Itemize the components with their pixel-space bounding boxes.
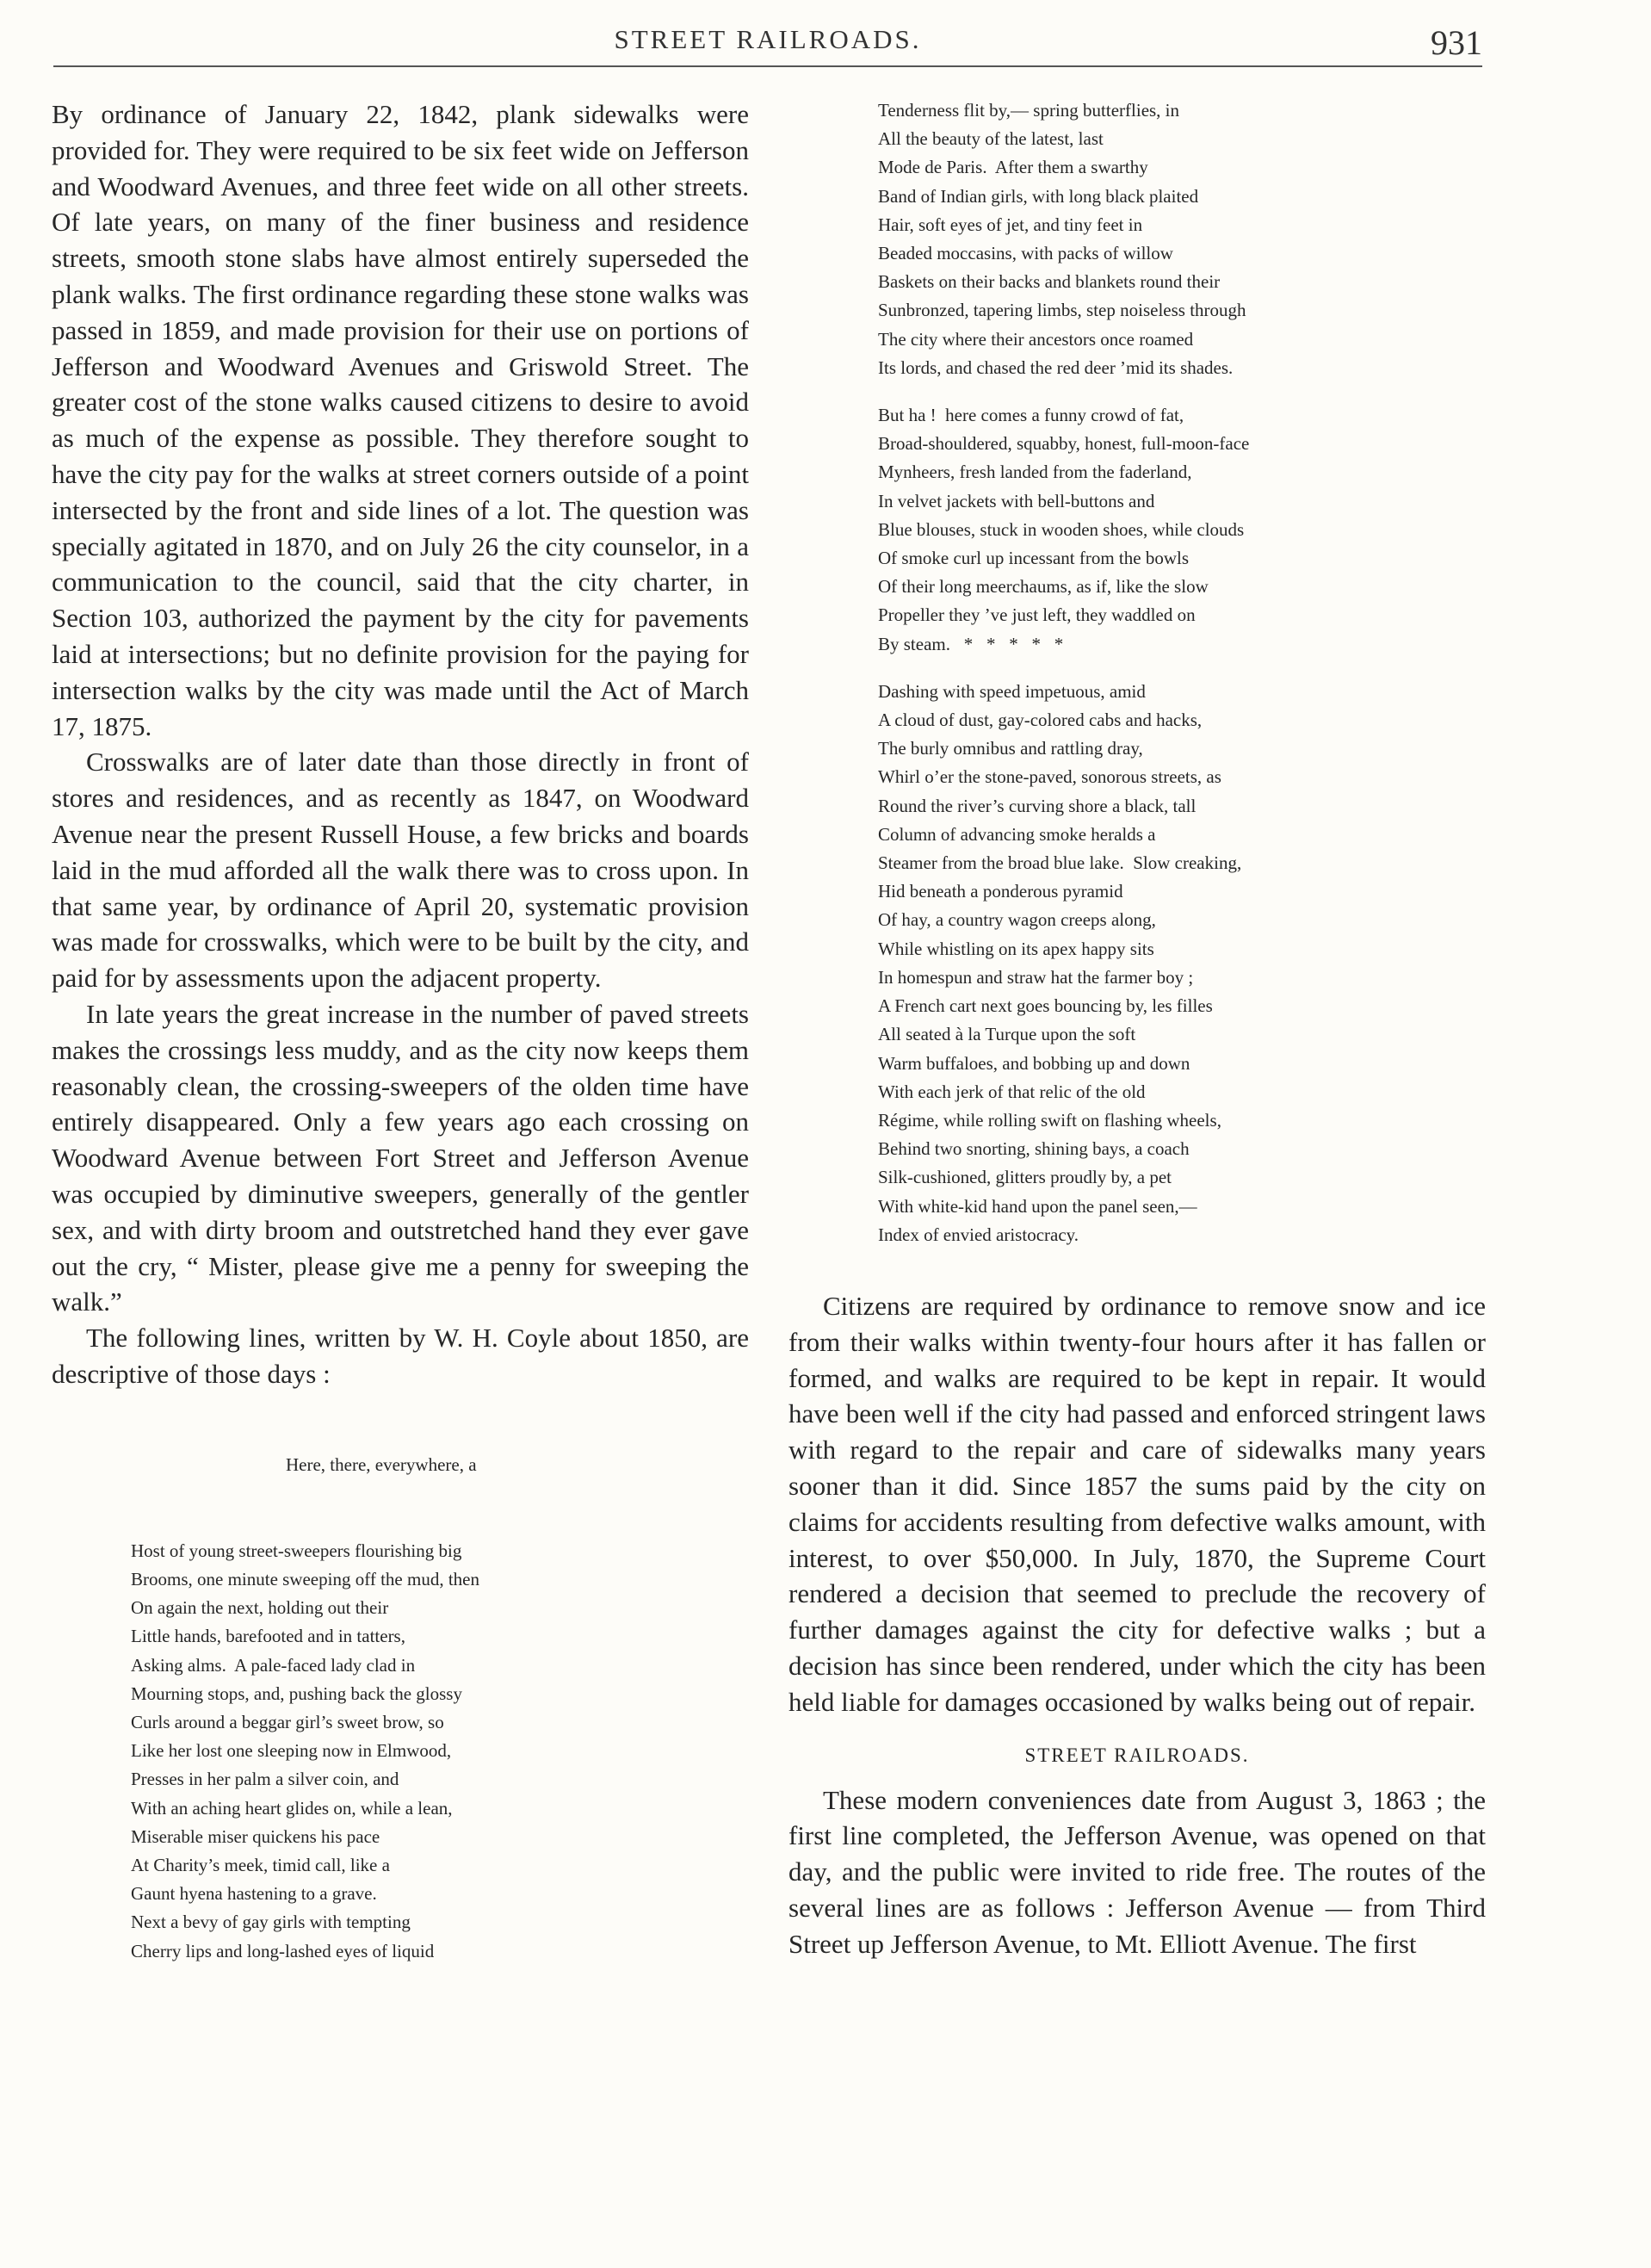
- poem-first-line: Here, there, everywhere, a: [286, 1454, 477, 1476]
- poem-stanza-traffic: Dashing with speed impetuous, amid A cloud of dust, gay-colored cabs and hacks, The burly omnibus and rattling dray, Whirl o’er the stone-paved, sonorous streets, as Round the river’s curving shore a black, tall Column of advancing smoke heralds a Steamer from the broad blue lake. Slow creaking, Hid beneath a ponderous pyramid Of hay, a country wagon creeps along, While whistling on its apex happy sits In homespun and straw hat the farmer boy ; A French cart next goes bouncing by, les filles All seated à la Turque upon the soft Warm buffaloes, and bobbing up and down With each jerk of that relic of the old Régime, while rolling swift on flashing wheels, Behind two snorting, shining bays, a coach Silk-cushioned, glitters proudly by, a pet With white-kid hand upon the panel seen,— Index of envied aristocracy.: [878, 680, 1242, 1245]
- paragraph-poem-intro: The following lines, written by W. H. Coyle about 1850, are descriptive of those days :: [52, 1323, 749, 1389]
- paragraph-street-railroads: These modern conveniences date from August 3, 1863 ; the first line completed, the Jefferson Avenue, was opened on that day, and the public were invited to ride free. The routes of the several lines are as follows : Jefferson Avenue — from Third Street up Jefferson Avenue, to Mt. Elliott Avenue. The first: [788, 1784, 1486, 1959]
- poem-sweepers: [131, 1394, 749, 2023]
- poem-stanza-mynheers: But ha ! here comes a funny crowd of fat, Broad-shouldered, squabby, honest, full-moon-face Mynheers, fresh landed from the faderland, In velvet jackets with bell-buttons and Blue blouses, stuck in wooden shoes, while clouds Of smoke curl up incessant from the bowls Of their long meerchaums, as if, like the slow Propeller they ’ve just left, they waddled on By steam. * * * * *: [878, 405, 1250, 654]
- paragraph-citizens: Citizens are required by ordinance to remove snow and ice from their walks within twenty-four hours after it has fallen or formed, and walks are required to be kept in repair. It would have been well if the city had passed and enforced stringent laws with regard to the repair and care of sidewalks many years sooner than it did. Since 1857 the sums paid by the city on claims for accidents resulting from defective walks amount, with interest, to over $50,000. In July, 1870, the Supreme Court rendered a decision that seemed to preclude the recovery of further damages against the city for defective walks ; but a decision has since been rendered, under which the city has been held liable for damages occasioned by walks being out of repair.: [788, 1291, 1486, 1717]
- left-column: [52, 96, 749, 2023]
- paragraph-crosswalks: Crosswalks are of later date than those directly in front of stores and residences, and as recently as 1847, on Woodward Avenue near the present Russell House, a few bricks and boards laid in the mud afforded all the walk there was to cross upon. In that same year, by ordinance of April 20, systematic provision was made for crosswalks, which were to be built by the city, and paid for by assessments upon the adjacent property.: [52, 747, 749, 994]
- right-column-poem: [878, 96, 1446, 1249]
- page-header: [53, 22, 1482, 65]
- paragraph-plank-sidewalks: By ordinance of January 22, 1842, plank sidewalks were provided for. They were required to be six feet wide on Jefferson and Woodward Avenues, and three feet wide on all other streets. Of late years, on many of the finer business and residence streets, smooth stone slabs have almost entirely superseded the plank walks. The first ordinance regarding these stone walks was passed in 1859, and made provision for their use on portions of Jefferson and Woodward Avenues and Griswold Street. The greater cost of the stone walks caused citizens to desire to avoid as much of the expense as possible. They therefore sought to have the city pay for the walks at street corners outside of a point intersected by the front and side lines of a lot. The question was specially agitated in 1870, and on July 26 the city counselor, in a communication to the council, said that the city charter, in Section 103, authorized the payment by the city for pavements laid at intersections; but no definite provision for the paying for intersection walks by the city was made until the Act of March 17, 1875.: [52, 99, 749, 741]
- paragraph-crossing-sweepers: In late years the great increase in the number of paved streets makes the crossings less muddy, and as the city now keeps them reasonably clean, the crossing-sweepers of the olden time have entirely disappeared. Only a few years ago each crossing on Woodward Avenue between Fort Street and Jefferson Avenue was occupied by diminutive sweepers, generally of the gentler sex, and with dirty broom and outstretched hand they ever gave out the cry, “ Mister, please give me a penny for sweeping the walk.”: [52, 998, 749, 1317]
- section-heading: STREET RAILROADS.: [1024, 1744, 1250, 1766]
- poem-lines: Host of young street-sweepers flourishing big Brooms, one minute sweeping off the mud, then On again the next, holding out their Little hands, barefooted and in tatters, Asking alms. A pale-faced lady clad in Mourning stops, and, pushing back the glossy Curls around a beggar girl’s sweet brow, so Like her lost one sleeping now in Elmwood, Presses in her palm a silver coin, and With an aching heart glides on, while a lean, Miserable miser quickens his pace At Charity’s meek, timid call, like a Gaunt hyena hastening to a grave. Next a bevy of gay girls with tempting Cherry lips and long-lashed eyes of liquid: [131, 1540, 479, 1961]
- page-number: 931: [1431, 23, 1482, 62]
- running-head: STREET RAILROADS.: [614, 24, 922, 54]
- header-rule: [53, 65, 1482, 67]
- poem-stanza-indians: Tenderness flit by,— spring butterflies, in All the beauty of the latest, last Mode de Paris. After them a swarthy Band of Indian girls, with long black plaited Hair, soft eyes of jet, and tiny feet in Beaded moccasins, with packs of willow Baskets on their backs and blankets round their Sunbronzed, tapering limbs, step noiseless through The city where their ancestors once roamed Its lords, and chased the red deer ’mid its shades.: [878, 100, 1246, 378]
- right-column-prose: [788, 1288, 1486, 1962]
